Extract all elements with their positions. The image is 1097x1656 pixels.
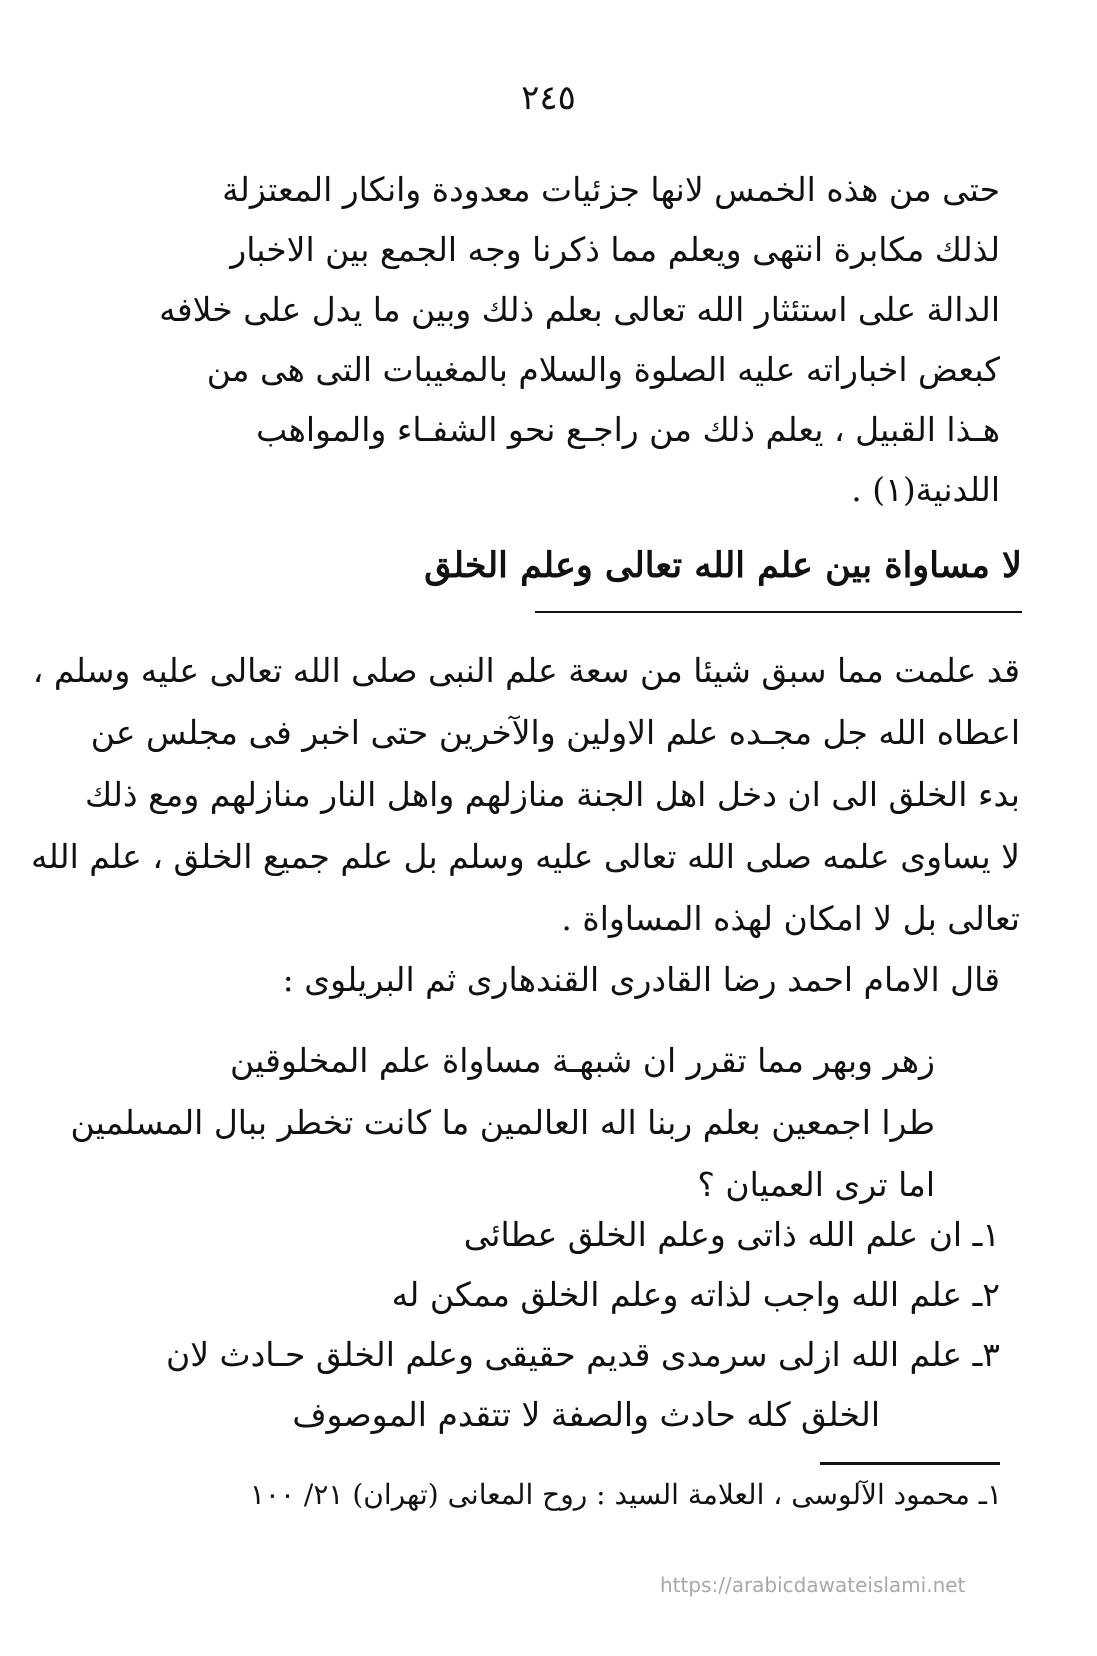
text-line: اعطاه الله جل مجـده علم الاولين والآخرين حتى اخبر فى مجلس عن <box>90 713 1020 752</box>
list-item-continuation: الخلق كله حادث والصفة لا تتقدم الموصوف <box>292 1395 880 1434</box>
text-line: لذلك مكابرة انتهى ويعلم مما ذكرنا وجه الجمع بين الاخبار <box>230 230 1000 269</box>
text-line: طرا اجمعين بعلم ربنا اله العالمين ما كانت تخطر ببال المسلمين <box>70 1103 935 1142</box>
text-line: لا يساوى علمه صلى الله تعالى عليه وسلم بل علم جميع الخلق ، علم الله <box>30 837 1020 876</box>
watermark-url: https://arabicdawateislami.net <box>660 1573 966 1597</box>
text-line: اللدنية(١) . <box>851 470 1000 509</box>
text-line: قد علمت مما سبق شيئا من سعة علم النبى صلى الله تعالى عليه وسلم ، <box>32 651 1020 690</box>
text-line: تعالى بل لا امكان لهذه المساواة . <box>561 899 1020 938</box>
text-line: اما ترى العميان ؟ <box>697 1165 935 1204</box>
paragraph-body <box>30 640 1020 950</box>
text-line: بدء الخلق الى ان دخل اهل الجنة منازلهم واهل النار منازلهم ومع ذلك <box>85 775 1020 814</box>
section-heading: لا مساواة بين علم الله تعالى وعلم الخلق <box>424 545 1022 586</box>
text-line: زهر وبهر مما تقرر ان شبهـة مساواة علم المخلوقين <box>230 1041 935 1080</box>
text-line: الدالة على استئثار الله تعالى بعلم ذلك وبين ما يدل على خلافه <box>159 290 1000 329</box>
text-line: قال الامام احمد رضا القادرى القندهارى ثم البريلوى : <box>282 960 1000 999</box>
numbered-points <box>140 1205 1000 1445</box>
page-number: ٢٤٥ <box>521 78 576 118</box>
text-line: هـذا القبيل ، يعلم ذلك من راجـع نحو الشفـاء والمواهب <box>256 410 1000 449</box>
footnote: ١ـ محمود الآلوسى ، العلامة السيد : روح المعانى (تهران) ٢١/ ١٠٠ <box>249 1478 1002 1511</box>
list-item: ٢ـ علم الله واجب لذاته وعلم الخلق ممكن له <box>391 1275 1000 1314</box>
list-item: ١ـ ان علم الله ذاتى وعلم الخلق عطائى <box>463 1215 1000 1254</box>
list-item: ٣ـ علم الله ازلى سرمدى قديم حقيقى وعلم الخلق حـادث لان <box>166 1335 1000 1374</box>
paragraph-quote-intro <box>220 950 1000 1010</box>
text-line: كبعض اخباراته عليه الصلوة والسلام بالمغيبات التى هى من <box>206 350 1000 389</box>
heading-underline <box>535 611 1022 613</box>
text-line: حتى من هذه الخمس لانها جزئيات معدودة وانكار المعتزلة <box>222 170 1000 209</box>
quoted-verse <box>70 1030 935 1216</box>
paragraph-intro <box>159 160 1000 520</box>
footnote-divider <box>820 1462 1000 1465</box>
